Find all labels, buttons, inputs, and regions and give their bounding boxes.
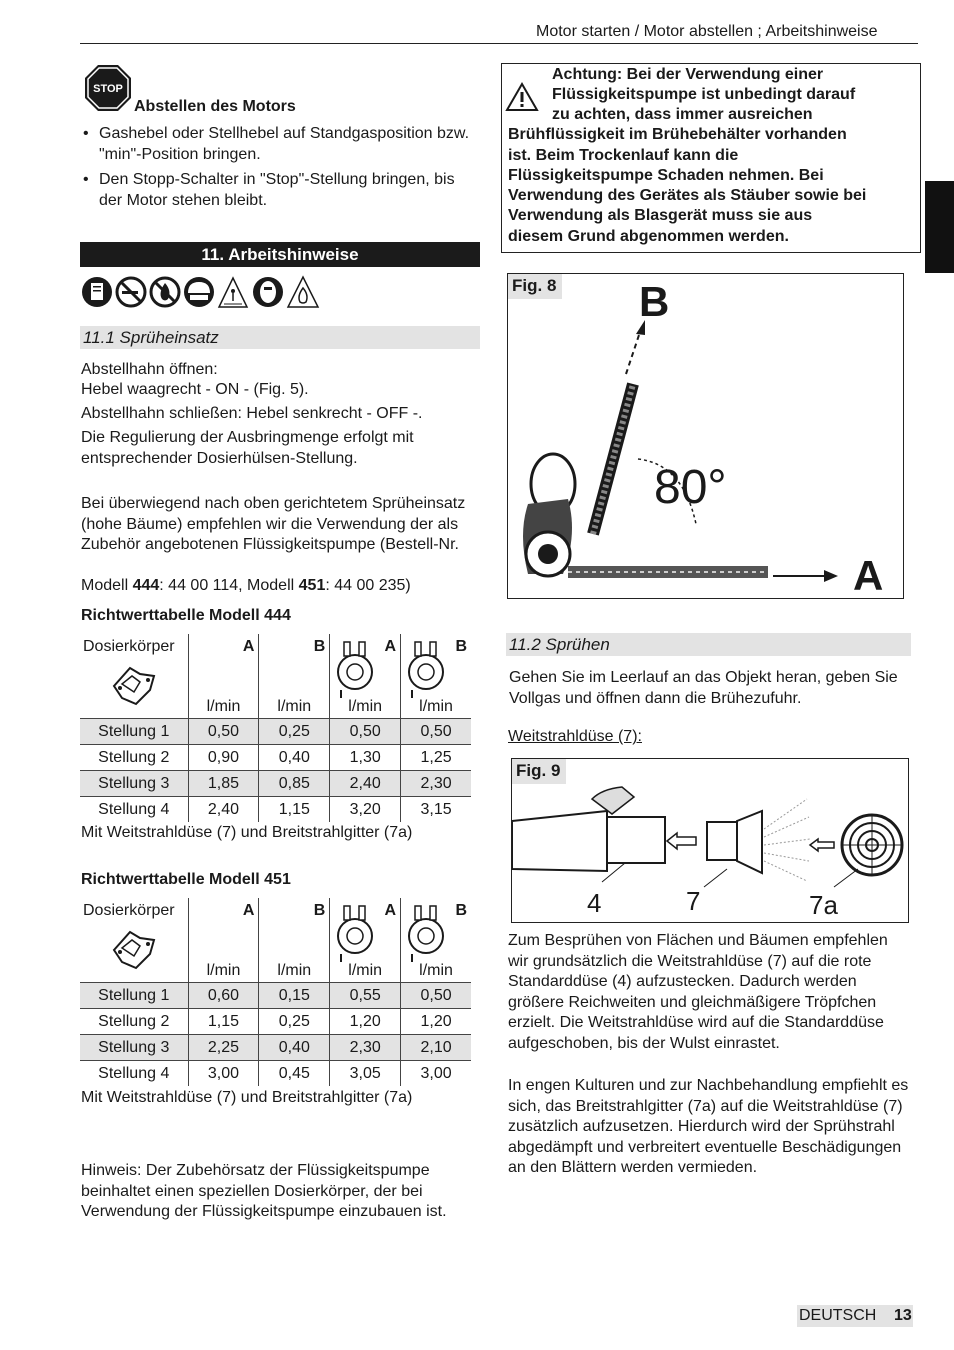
table-444: [80, 634, 471, 822]
table-row: Stellung 1 0,50 0,25 0,50 0,50: [80, 719, 471, 745]
language-tab-marker: [925, 181, 954, 273]
figure-9-label: Fig. 9: [512, 759, 566, 784]
dosing-body-icon: [110, 664, 158, 708]
table-row: Stellung 2 1,15 0,25 1,20 1,20: [80, 1009, 471, 1035]
pump-icon: [332, 900, 378, 964]
column-key: A: [242, 638, 255, 655]
page-footer: [797, 1305, 913, 1327]
paragraph: Abstellhahn öffnen:: [81, 361, 218, 378]
list-item: • Den Stopp-Schalter in "Stop"-Stellung bringen, bis der Motor stehen bleibt.: [80, 170, 480, 211]
angle-label: 80°: [654, 461, 727, 514]
table-451-note: Mit Weitstrahldüse (7) und Breitstrahlgitter (7a): [81, 1089, 413, 1106]
subsection-title-11-2: 11.2 Sprühen: [506, 633, 911, 656]
table-row: Stellung 1 0,60 0,15 0,55 0,50: [80, 983, 471, 1009]
table-row: Stellung 4 2,40 1,15 3,20 3,15: [80, 797, 471, 823]
subsection-title-11-1: 11.1 Sprüheinsatz: [80, 326, 480, 349]
warning-line: ist. Beim Trockenlauf kann die: [508, 147, 739, 164]
pump-icon: [403, 900, 449, 964]
table-row: Stellung 3 1,85 0,85 2,40 2,30: [80, 771, 471, 797]
table-row: Stellung 3 2,25 0,40 2,30 2,10: [80, 1035, 471, 1061]
warning-line: Verwendung als Blasgerät muss sie aus: [508, 207, 813, 224]
warning-line: zu achten, dass immer ausreichen: [552, 106, 813, 123]
warning-line: Verwendung des Gerätes als Stäuber sowie bei: [508, 187, 867, 204]
manual-icon: [82, 277, 112, 307]
nozzle-heading: Weitstrahldüse (7):: [508, 728, 642, 745]
paragraph: Zum Besprühen von Flächen und Bäumen empfehlen wir grundsätzlich die Weitstrahldüse (7) auf die rote Standarddüse (4) aufzustecken. Dadurch werden größere Reichweiten und gleichmäßigere Tröpfchen erzielt. Die Weitstrahldüse wird auf die Standarddüse aufgeschoben, bis der Wulst einrastet.: [508, 932, 888, 1052]
table-head-label: Dosierkörper: [83, 638, 175, 655]
column-key: B: [455, 638, 467, 655]
header-rule: [80, 43, 918, 44]
helmet-icon: [184, 277, 214, 307]
column-key: B: [313, 638, 326, 655]
unit-label: l/min: [419, 698, 453, 715]
page-header-title: Motor starten / Motor abstellen ; Arbeitshinweise: [536, 23, 878, 40]
warning-box: [501, 63, 921, 253]
warning-triangle-icon: [505, 82, 539, 112]
table-head-label: Dosierkörper: [83, 902, 175, 919]
paragraph: Hebel waagrecht - ON - (Fig. 5).: [81, 381, 309, 398]
paragraph: Die Regulierung der Ausbringmenge erfolgt mit entsprechender Dosierhülsen-Stellung.: [81, 429, 414, 467]
nozzle-illustration: [512, 759, 908, 922]
hinweis-paragraph: Hinweis: Der Zubehörsatz der Flüssigkeitspumpe beinhaltet einen speziellen Dosierkörper, der bei Verwendung der Flüssigkeitspumpe einzubauen ist.: [81, 1162, 447, 1220]
column-key: A: [242, 902, 255, 919]
model-numbers: Modell 444: 44 00 114, Modell 451: 44 00 235): [81, 577, 411, 594]
part-label-4: 4: [587, 888, 602, 918]
column-key: A: [384, 902, 397, 919]
sprayer-angle-illustration: [508, 274, 903, 598]
fire-warning-icon: [288, 277, 318, 307]
part-label-7: 7: [686, 886, 701, 916]
table-row: Stellung 4 3,00 0,45 3,05 3,00: [80, 1061, 471, 1087]
stop-sign-icon: [84, 64, 132, 112]
direction-b-label: B: [639, 278, 670, 325]
paragraph: Abstellhahn schließen: Hebel senkrecht - OFF -.: [81, 405, 423, 422]
paragraph: Bei überwiegend nach oben gerichtetem Sprüheinsatz (hohe Bäume) empfehlen wir die Verwendung der als Zubehör angebotenen Flüssigkeitspumpe (Bestell-Nr.: [81, 495, 466, 553]
part-label-7a: 7a: [809, 890, 838, 920]
warning-line: diesem Grund abgenommen werden.: [508, 228, 789, 245]
page-number: 13: [894, 1307, 912, 1324]
stop-bullet-list: [80, 124, 480, 216]
no-fire-icon: [151, 278, 179, 306]
figure-9: [511, 758, 909, 923]
column-key: B: [455, 902, 467, 919]
unit-label: l/min: [348, 698, 383, 715]
no-smoking-icon: [117, 278, 145, 306]
table-444-note: Mit Weitstrahldüse (7) und Breitstrahlgitter (7a): [81, 824, 413, 841]
table-451: [80, 898, 471, 1086]
mask-icon: [253, 277, 283, 307]
direction-a-label: A: [853, 552, 884, 599]
list-item: • Gashebel oder Stellhebel auf Standgasposition bzw. "min"-Position bringen.: [80, 124, 480, 165]
table-444-title: Richtwerttabelle Modell 444: [81, 607, 291, 624]
safety-icons-row: [82, 275, 342, 309]
unit-label: l/min: [206, 962, 241, 979]
dosing-body-icon: [110, 928, 158, 972]
stop-sign-text: STOP: [93, 83, 123, 95]
pump-icon: [403, 636, 449, 700]
pump-icon: [332, 636, 378, 700]
table-row: Stellung 2 0,90 0,40 1,30 1,25: [80, 745, 471, 771]
distance-icon: [219, 278, 247, 307]
warning-line: Achtung: Bei der Verwendung einer: [552, 66, 824, 83]
footer-language: DEUTSCH: [799, 1307, 877, 1324]
unit-label: l/min: [419, 962, 453, 979]
unit-label: l/min: [277, 962, 312, 979]
warning-line: Flüssigkeitspumpe Schaden nehmen. Bei: [508, 167, 824, 184]
unit-label: l/min: [348, 962, 383, 979]
figure-8-label: Fig. 8: [508, 274, 562, 299]
warning-line: Brühflüssigkeit im Brühebehälter vorhanden: [508, 126, 847, 143]
column-key: B: [313, 902, 326, 919]
paragraph: In engen Kulturen und zur Nachbehandlung empfiehlt es sich, das Breitstrahlgitter (7a) auf die Weitstrahldüse (7) zusätzlich aufzusetzen. Hierdurch wird der Sprühstrahl abgedämpft und verbreitert eventuelle Beschädigungen an den Blättern werden vermieden.: [508, 1077, 909, 1176]
paragraph: Gehen Sie im Leerlauf an das Objekt heran, geben Sie Vollgas und öffnen dann die Brühezufuhr.: [509, 669, 898, 707]
column-key: A: [384, 638, 397, 655]
stop-heading: Abstellen des Motors: [134, 98, 296, 115]
figure-8: [507, 273, 904, 599]
warning-line: Flüssigkeitspumpe ist unbedingt darauf: [552, 86, 856, 103]
unit-label: l/min: [206, 698, 241, 715]
table-451-title: Richtwerttabelle Modell 451: [81, 871, 291, 888]
unit-label: l/min: [277, 698, 312, 715]
section-title: 11. Arbeitshinweise: [80, 242, 480, 267]
